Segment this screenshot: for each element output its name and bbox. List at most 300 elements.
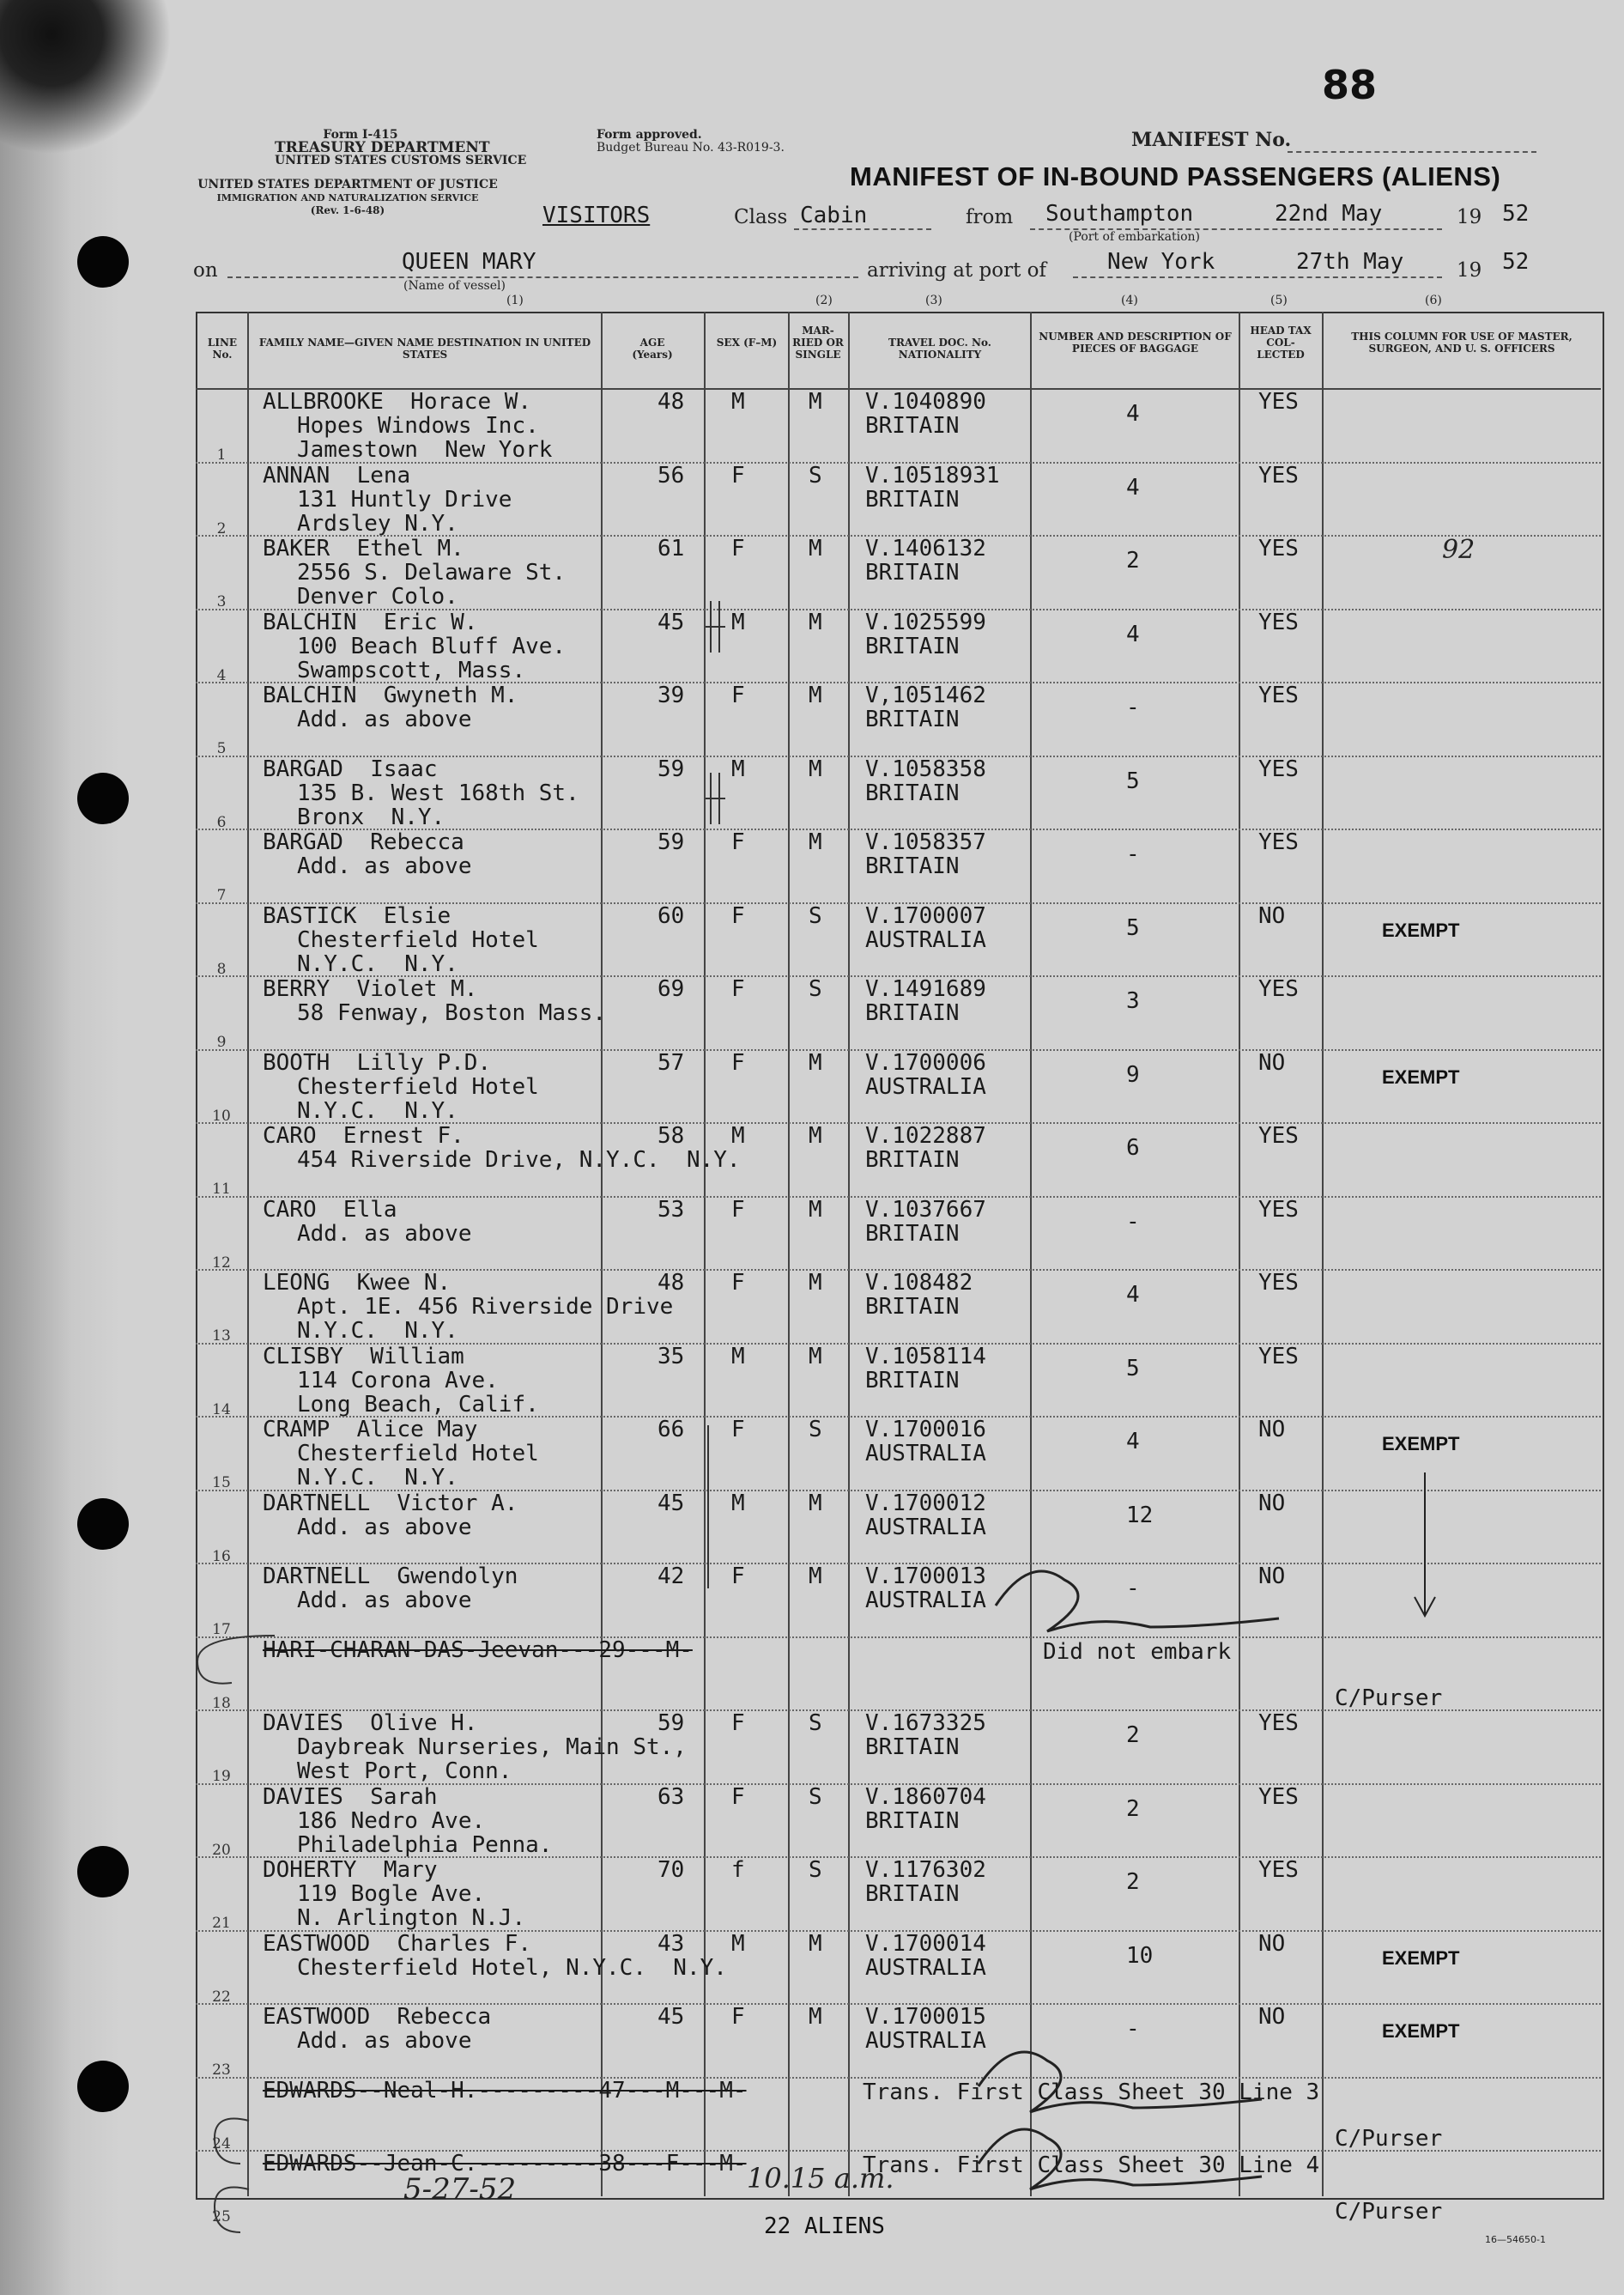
travel-doc-number: V.1700015 [865, 2004, 986, 2030]
baggage-count: - [1126, 695, 1140, 720]
head-tax: NO [1258, 902, 1286, 929]
line-number: 18 [212, 1694, 231, 1712]
col-baggage: NUMBER AND DESCRIPTION OF PIECES OF BAGGAGE [1039, 331, 1232, 355]
destination-line-1: Chesterfield Hotel [297, 926, 539, 953]
passenger-name: CARO Ernest F. [263, 1123, 464, 1149]
head-tax: YES [1258, 1270, 1299, 1296]
destination-line-1: Daybreak Nurseries, Main St., [297, 1734, 687, 1760]
form-approved: Form approved. [597, 128, 702, 142]
arrival-port: New York [1107, 249, 1215, 275]
line-number: 10 [212, 1107, 231, 1125]
nationality: BRITAIN [865, 853, 960, 879]
line-number: 5 [216, 740, 227, 757]
sex: M [731, 1490, 745, 1516]
destination-line-2: Ardsley N.Y. [297, 510, 458, 537]
age: 59 [657, 1710, 685, 1736]
head-tax: YES [1258, 1857, 1299, 1883]
destination-line-2: N.Y.C. N.Y. [297, 950, 458, 977]
nationality: BRITAIN [865, 486, 960, 513]
nationality: BRITAIN [865, 1807, 960, 1834]
marital-status: M [809, 1343, 822, 1369]
age: 45 [657, 609, 685, 635]
age: 60 [657, 902, 685, 929]
nationality: AUSTRALIA [865, 1954, 986, 1981]
col-num-3: (3) [925, 294, 942, 307]
marital-status: M [809, 756, 822, 782]
arrival-year: 52 [1502, 249, 1530, 275]
line-number: 14 [212, 1400, 231, 1418]
passenger-name: DAVIES Olive H. [263, 1710, 478, 1736]
destination-line-1: Apt. 1E. 456 Riverside Drive [297, 1294, 674, 1320]
age: 66 [657, 1417, 685, 1442]
marital-status: M [809, 1196, 822, 1223]
manifest-title: MANIFEST OF IN-BOUND PASSENGERS (ALIENS) [850, 161, 1501, 191]
head-tax: NO [1258, 2004, 1286, 2030]
destination-line-1: 131 Huntly Drive [297, 486, 512, 513]
head-tax: YES [1258, 756, 1299, 782]
port-of-embarkation: Southampton [1045, 201, 1194, 227]
passenger-name: BERRY Violet M. [263, 976, 478, 1002]
col-num-6: (6) [1425, 294, 1442, 307]
inspection-date: 5-27-52 [403, 2172, 517, 2207]
head-tax: YES [1258, 536, 1299, 562]
budget-bureau: Budget Bureau No. 43-R019-3. [597, 141, 785, 155]
sex: F [731, 683, 745, 708]
col-age: AGE (Years) [632, 337, 673, 361]
passenger-name: DARTNELL Victor A. [263, 1490, 518, 1516]
purser-note: C/Purser [1335, 2125, 1443, 2152]
tick-mark [197, 1636, 275, 1684]
check-mark [706, 601, 725, 653]
destination-line-1: 135 B. West 168th St. [297, 780, 579, 806]
age: 39 [657, 683, 685, 708]
travel-doc-number: V.1058114 [865, 1343, 986, 1369]
visitors-label: VISITORS [542, 203, 651, 228]
destination-line-1: Add. as above [297, 1220, 472, 1247]
travel-doc-number: V.1700006 [865, 1049, 986, 1076]
line-number: 21 [212, 1915, 231, 1932]
destination-line-2: N.Y.C. N.Y. [297, 1097, 458, 1124]
check-mark [706, 773, 725, 824]
marital-status: M [809, 1049, 822, 1076]
destination-line-1: Add. as above [297, 2028, 472, 2054]
travel-doc-number: V.1700016 [865, 1417, 986, 1442]
passenger-name: BASTICK Elsie [263, 902, 451, 929]
sex: F [731, 2004, 745, 2030]
sex: F [731, 976, 745, 1002]
purser-note: C/Purser [1335, 2199, 1443, 2225]
exempt-stamp: EXEMPT [1382, 1066, 1460, 1088]
line-number: 4 [216, 666, 227, 684]
marital-status: S [809, 1710, 822, 1736]
exempt-stamp: EXEMPT [1382, 919, 1460, 941]
sex: M [731, 389, 745, 415]
col-sex: SEX (F–M) [716, 337, 778, 349]
nationality: AUSTRALIA [865, 1441, 986, 1466]
head-tax: NO [1258, 1049, 1286, 1076]
destination-line-2: Philadelphia Penna. [297, 1831, 553, 1858]
baggage-count: 5 [1126, 914, 1140, 941]
arrival-date: 27th May [1296, 249, 1404, 275]
age: 57 [657, 1049, 685, 1076]
arrival-year-prefix: 19 [1457, 259, 1482, 282]
line-number: 17 [212, 1621, 231, 1638]
travel-doc-number: V.1673325 [865, 1710, 986, 1736]
baggage-count: - [1126, 1576, 1140, 1601]
head-tax: NO [1258, 1417, 1286, 1442]
destination-line-1: 186 Nedro Ave. [297, 1807, 486, 1834]
sex: F [731, 1783, 745, 1810]
age: 70 [657, 1857, 685, 1883]
line-number: 24 [212, 2134, 231, 2152]
destination-line-1: Add. as above [297, 853, 472, 879]
passenger-name: CARO Ella [263, 1196, 397, 1223]
destination-line-1: 2556 S. Delaware St. [297, 560, 567, 586]
sex: F [731, 829, 745, 855]
marital-status: S [809, 976, 822, 1002]
sex: F [731, 536, 745, 562]
destination-line-2: Bronx N.Y. [297, 804, 445, 830]
sex: F [731, 902, 745, 929]
age: 53 [657, 1196, 685, 1223]
travel-doc-number: V.1860704 [865, 1783, 986, 1810]
tick-mark [215, 2119, 249, 2164]
age: 61 [657, 536, 685, 562]
dept-justice: UNITED STATES DEPARTMENT OF JUSTICE [197, 178, 498, 191]
line-number: 1 [216, 446, 227, 464]
destination-line-2: West Port, Conn. [297, 1758, 512, 1784]
head-tax: YES [1258, 1783, 1299, 1810]
purser-note: C/Purser [1335, 1685, 1443, 1711]
purser-signature [996, 1571, 1279, 1631]
baggage-count: 5 [1126, 768, 1140, 794]
sex: F [731, 1417, 745, 1442]
baggage-count: 12 [1126, 1502, 1154, 1528]
baggage-count: 4 [1126, 1282, 1140, 1308]
head-tax: YES [1258, 1123, 1299, 1149]
nationality: BRITAIN [865, 1000, 960, 1026]
marital-status: M [809, 609, 822, 635]
travel-doc-number: V.108482 [865, 1270, 973, 1296]
age: 58 [657, 1123, 685, 1149]
from-label: from [966, 206, 1014, 228]
purser-signature [979, 2129, 1262, 2189]
head-tax: YES [1258, 1343, 1299, 1369]
arriving-label: arriving at port of [867, 259, 1046, 282]
baggage-count: 5 [1126, 1355, 1140, 1381]
baggage-count: 4 [1126, 401, 1140, 427]
margin-note: 92 [1442, 535, 1476, 565]
embark-date: 22nd May [1275, 201, 1383, 227]
head-tax: NO [1258, 1930, 1286, 1957]
travel-doc-number: V.1700007 [865, 902, 986, 929]
line-number: 15 [212, 1474, 231, 1491]
nationality: AUSTRALIA [865, 1073, 986, 1100]
nationality: BRITAIN [865, 633, 960, 659]
rev-line: (Rev. 1-6-48) [310, 204, 385, 216]
age: 45 [657, 1490, 685, 1516]
age: 45 [657, 2004, 685, 2030]
line-number: 12 [212, 1254, 231, 1272]
head-tax: YES [1258, 1710, 1299, 1736]
class-value: Cabin [800, 203, 868, 228]
year-prefix: 19 [1457, 206, 1482, 228]
destination-line-2: Jamestown New York [297, 437, 553, 463]
head-tax: NO [1258, 1490, 1286, 1516]
marital-status: M [809, 1270, 822, 1296]
nationality: BRITAIN [865, 780, 960, 806]
form-code: 16—54650-1 [1485, 2234, 1546, 2245]
baggage-count: 4 [1126, 474, 1140, 501]
line-number: 11 [212, 1181, 231, 1198]
travel-doc-number: V.1700013 [865, 1563, 986, 1589]
sex: M [731, 1930, 745, 1957]
line-number: 7 [216, 887, 227, 904]
marital-status: M [809, 1123, 822, 1149]
vessel-caption: (Name of vessel) [403, 279, 506, 293]
nationality: BRITAIN [865, 560, 960, 586]
head-tax: YES [1258, 1196, 1299, 1223]
destination-line-2: Denver Colo. [297, 584, 458, 610]
ins-line: IMMIGRATION AND NATURALIZATION SERVICE [216, 192, 479, 203]
line-number: 16 [212, 1547, 231, 1565]
destination-line-2: N.Y.C. N.Y. [297, 1318, 458, 1344]
passenger-name: BARGAD Isaac [263, 756, 438, 782]
destination-line-1: Add. as above [297, 1514, 472, 1540]
travel-doc-number: V.10518931 [865, 462, 1000, 489]
travel-doc-number: V.1058357 [865, 829, 986, 855]
line-number: 6 [216, 813, 227, 831]
destination-line-2: N.Y.C. N.Y. [297, 1465, 458, 1491]
destination-line-1: Hopes Windows Inc. [297, 413, 539, 439]
nationality: BRITAIN [865, 1147, 960, 1173]
baggage-count: 3 [1126, 988, 1140, 1014]
nationality: BRITAIN [865, 1294, 960, 1320]
travel-doc-number: V.1022887 [865, 1123, 986, 1149]
baggage-count: 9 [1126, 1061, 1140, 1088]
travel-doc-number: V,1051462 [865, 683, 986, 708]
travel-doc-number: V.1037667 [865, 1196, 986, 1223]
marital-status: M [809, 1930, 822, 1957]
destination-line-1: Chesterfield Hotel, N.Y.C. N.Y. [297, 1954, 727, 1981]
transfer-note: Trans. First Class Sheet 30 Line 3 [863, 2079, 1320, 2105]
treasury-dept: TREASURY DEPARTMENT [275, 139, 490, 156]
col-name: FAMILY NAME—GIVEN NAME DESTINATION IN UNITED STATES [258, 337, 591, 361]
destination-line-1: 58 Fenway, Boston Mass. [297, 1000, 607, 1026]
nationality: BRITAIN [865, 707, 960, 732]
passenger-name: EDWARDS--Neal-H.---------47---M---M- [263, 2077, 747, 2104]
line-number: 23 [212, 2061, 231, 2079]
col-num-2: (2) [815, 294, 833, 307]
line-number: 3 [216, 593, 227, 610]
age: 69 [657, 976, 685, 1002]
head-tax: YES [1258, 389, 1299, 415]
baggage-count: 6 [1126, 1135, 1140, 1161]
passenger-name: DARTNELL Gwendolyn [263, 1563, 518, 1589]
destination-line-2: N. Arlington N.J. [297, 1905, 526, 1931]
embark-caption: (Port of embarkation) [1069, 230, 1200, 244]
baggage-count: 2 [1126, 1869, 1140, 1895]
marital-status: M [809, 1490, 822, 1516]
transfer-note: Trans. First Class Sheet 30 Line 4 [863, 2152, 1320, 2178]
destination-line-1: Chesterfield Hotel [297, 1073, 539, 1100]
nationality: AUSTRALIA [865, 1588, 986, 1613]
passenger-name: EASTWOOD Rebecca [263, 2004, 492, 2030]
passenger-name: DOHERTY Mary [263, 1857, 438, 1883]
travel-doc-number: V.1176302 [865, 1857, 986, 1883]
exempt-stamp: EXEMPT [1382, 1946, 1460, 1969]
destination-line-1: Add. as above [297, 707, 472, 732]
marital-status: M [809, 683, 822, 708]
marital-status: M [809, 1563, 822, 1589]
baggage-count: 10 [1126, 1942, 1154, 1969]
passenger-name: BARGAD Rebecca [263, 829, 464, 855]
passenger-name: BALCHIN Gwyneth M. [263, 683, 518, 708]
nationality: BRITAIN [865, 1220, 960, 1247]
age: 48 [657, 389, 685, 415]
sex: F [731, 1270, 745, 1296]
line-number: 8 [216, 960, 227, 978]
baggage-count: - [1126, 841, 1140, 867]
passenger-name: BALCHIN Eric W. [263, 609, 478, 635]
line-number: 20 [212, 1841, 231, 1859]
marital-status: S [809, 1857, 822, 1883]
marital-status: M [809, 389, 822, 415]
age: 56 [657, 462, 685, 489]
nationality: AUSTRALIA [865, 926, 986, 953]
line-number: 19 [212, 1768, 231, 1785]
col-line-no: LINE No. [207, 337, 238, 361]
nationality: BRITAIN [865, 1734, 960, 1760]
travel-doc-number: V.1058358 [865, 756, 986, 782]
marital-status: S [809, 462, 822, 489]
sex: M [731, 609, 745, 635]
passenger-name: LEONG Kwee N. [263, 1270, 451, 1296]
col-officers: THIS COLUMN FOR USE OF MASTER, SURGEON, AND U. S. OFFICERS [1351, 331, 1572, 355]
sex: F [731, 1196, 745, 1223]
passenger-name: BAKER Ethel M. [263, 536, 464, 562]
exempt-stamp: EXEMPT [1382, 1433, 1460, 1454]
sex: M [731, 1343, 745, 1369]
passenger-name: ANNAN Lena [263, 462, 411, 489]
passenger-name: HARI-CHARAN-DAS-Jeevan---29---M- [263, 1636, 693, 1663]
destination-line-1: 114 Corona Ave. [297, 1367, 499, 1393]
sex: F [731, 1710, 745, 1736]
destination-line-1: 119 Bogle Ave. [297, 1881, 486, 1907]
col-num-1: (1) [506, 294, 524, 307]
on-label: on [193, 259, 218, 282]
head-tax: YES [1258, 609, 1299, 635]
sex: F [731, 1563, 745, 1589]
destination-line-1: 100 Beach Bluff Ave. [297, 633, 567, 659]
travel-doc-number: V.1700014 [865, 1930, 986, 1957]
manifest-no-label: MANIFEST No. [1131, 129, 1292, 151]
destination-line-2: Long Beach, Calif. [297, 1391, 539, 1418]
age: 59 [657, 829, 685, 855]
marital-status: S [809, 1417, 822, 1442]
baggage-count: 2 [1126, 1795, 1140, 1822]
line-number: 25 [212, 2208, 231, 2225]
sex: F [731, 1049, 745, 1076]
did-not-embark-note: Did not embark [1043, 1638, 1232, 1665]
form-id: Form I-415 [323, 128, 398, 142]
destination-line-2: Swampscott, Mass. [297, 657, 526, 683]
head-tax: YES [1258, 462, 1299, 489]
age: 35 [657, 1343, 685, 1369]
sex: F [731, 462, 745, 489]
baggage-count: - [1126, 2016, 1140, 2042]
customs-service: UNITED STATES CUSTOMS SERVICE [275, 154, 527, 167]
passenger-name: EASTWOOD Charles F. [263, 1930, 532, 1957]
col-travel-doc: TRAVEL DOC. No. NATIONALITY [888, 337, 991, 361]
marital-status: M [809, 536, 822, 562]
travel-doc-number: V.1040890 [865, 389, 986, 415]
exempt-arrow [1415, 1472, 1435, 1616]
sex: f [731, 1857, 745, 1883]
total-aliens: 22 ALIENS [764, 2213, 885, 2239]
destination-line-1: Add. as above [297, 1588, 472, 1613]
marital-status: S [809, 1783, 822, 1810]
sex: M [731, 1123, 745, 1149]
line-number: 9 [216, 1034, 227, 1051]
passenger-name: EDWARDS--Jean-C.---------38---F---M- [263, 2151, 747, 2177]
page-number: 88 [1322, 62, 1378, 108]
travel-doc-number: V.1025599 [865, 609, 986, 635]
marital-status: S [809, 902, 822, 929]
inspection-time: 10.15 a.m. [747, 2162, 894, 2195]
marital-status: M [809, 2004, 822, 2030]
col-num-5: (5) [1270, 294, 1288, 307]
baggage-count: - [1126, 1208, 1140, 1235]
sex: M [731, 756, 745, 782]
nationality: BRITAIN [865, 1881, 960, 1907]
col-num-4: (4) [1121, 294, 1138, 307]
line-number: 22 [212, 1988, 231, 2006]
marital-status: M [809, 829, 822, 855]
age: 48 [657, 1270, 685, 1296]
baggage-count: 4 [1126, 621, 1140, 647]
nationality: AUSTRALIA [865, 2028, 986, 2054]
class-label: Class [734, 206, 788, 228]
col-married: MAR-RIED OR SINGLE [792, 325, 844, 361]
passenger-name: DAVIES Sarah [263, 1783, 438, 1810]
head-tax: YES [1258, 683, 1299, 708]
exempt-stamp: EXEMPT [1382, 2020, 1460, 2042]
vessel-name: QUEEN MARY [402, 249, 536, 275]
travel-doc-number: V.1700012 [865, 1490, 986, 1516]
passenger-name: CRAMP Alice May [263, 1417, 478, 1442]
line-number: 13 [212, 1327, 231, 1345]
col-head-tax: HEAD TAX COL-LECTED [1250, 325, 1312, 361]
embark-year: 52 [1502, 201, 1530, 227]
destination-line-1: 454 Riverside Drive, N.Y.C. N.Y. [297, 1147, 741, 1173]
tick-mark [215, 2188, 249, 2233]
passenger-name: ALLBROOKE Horace W. [263, 389, 532, 415]
head-tax: YES [1258, 829, 1299, 855]
travel-doc-number: V.1406132 [865, 536, 986, 562]
nationality: BRITAIN [865, 413, 960, 439]
line-number: 2 [216, 519, 227, 537]
nationality: BRITAIN [865, 1367, 960, 1393]
age: 59 [657, 756, 685, 782]
passenger-name: CLISBY William [263, 1343, 464, 1369]
passenger-name: BOOTH Lilly P.D. [263, 1049, 492, 1076]
head-tax: YES [1258, 976, 1299, 1002]
head-tax: NO [1258, 1563, 1286, 1589]
age: 43 [657, 1930, 685, 1957]
nationality: AUSTRALIA [865, 1514, 986, 1540]
destination-line-1: Chesterfield Hotel [297, 1441, 539, 1466]
